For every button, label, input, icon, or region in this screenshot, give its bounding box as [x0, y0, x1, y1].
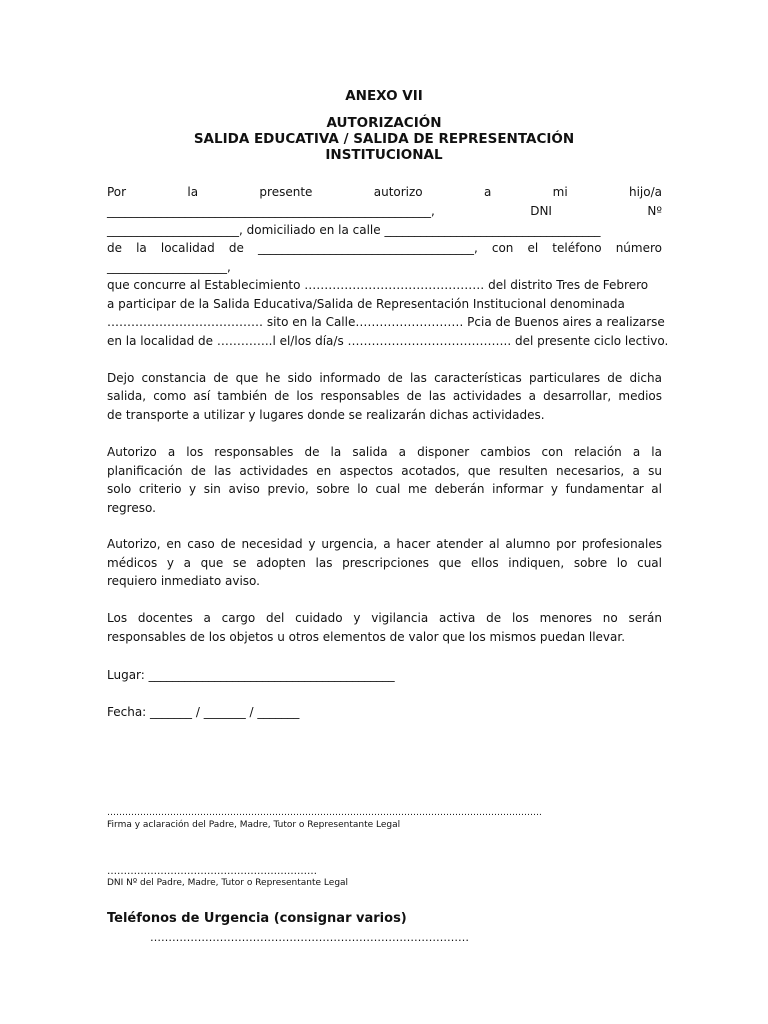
signature-label: Firma y aclaración del Padre, Madre, Tutor o Representante Legal — [107, 820, 401, 830]
urgency-phones-title: Teléfonos de Urgencia (consignar varios) — [107, 911, 407, 926]
signature-line: ………………………………………………………………………………………………………………………………. — [107, 808, 542, 818]
form-line-4: de la localidad de ____________________________________, con el teléfono número — [107, 241, 662, 255]
dni-signature-line: ……………………………………………………… — [107, 866, 317, 877]
form-line-7: a participar de la Salida Educativa/Salida de Representación Institucional denominada — [107, 297, 625, 311]
para1-line-2: salida, como así también de los responsables de las actividades a desarrollar, medios — [107, 389, 662, 403]
dni-signature-label: DNI Nº del Padre, Madre, Tutor o Representante Legal — [107, 878, 349, 888]
annex-title: ANEXO VII — [345, 88, 423, 104]
para3-line-3: requiero inmediato aviso. — [107, 574, 260, 588]
para2-line-2: planificación de las actividades en aspectos acotados, que resulten necesarios, a su — [107, 464, 662, 478]
para2-line-1: Autorizo a los responsables de la salida a disponer cambios con relación a la — [107, 445, 662, 459]
form-line-5: ____________________, — [107, 260, 231, 274]
form-line-2: ______________________________________________________, DNI Nº — [107, 204, 662, 218]
form-line-8: ………………………………… sito en la Calle……………………… Pcia de Buenos aires a realizarse — [107, 315, 665, 329]
doc-title: AUTORIZACIÓN — [326, 115, 442, 131]
form-line-3: ______________________, domiciliado en la calle ____________________________________ — [107, 223, 601, 237]
para2-line-3: solo criterio y sin aviso previo, sobre lo cual me deberán informar y fundamentar al — [107, 482, 662, 496]
doc-subtitle-line1: SALIDA EDUCATIVA / SALIDA DE REPRESENTACIÓN — [193, 131, 575, 147]
urgency-phones-line: …………………………………………………………………………… — [150, 931, 469, 944]
doc-subtitle-line2: INSTITUCIONAL — [325, 147, 443, 163]
form-line-1: Por la presente autorizo a mi hijo/a — [107, 185, 662, 199]
lugar-field: Lugar: _________________________________________ — [107, 668, 395, 682]
para1-line-1: Dejo constancia de que he sido informado de las características particulares de dicha — [107, 371, 662, 385]
para4-line-2: responsables de los objetos u otros elementos de valor que los mismos puedan llevar. — [107, 630, 626, 644]
para4-line-1: Los docentes a cargo del cuidado y vigilancia activa de los menores no serán — [107, 611, 662, 625]
para1-line-3: de transporte a utilizar y lugares donde se realizarán dichas actividades. — [107, 408, 545, 422]
para2-line-4: regreso. — [107, 501, 156, 515]
fecha-field: Fecha: _______ / _______ / _______ — [107, 705, 300, 719]
para3-line-2: médicos y a que se adopten las prescripciones que ellos indiquen, sobre lo cual — [107, 556, 662, 570]
form-line-9: en la localidad de …………..l el/los día/s ………………………………….. del presente ciclo lectivo. — [107, 334, 669, 348]
form-line-6: que concurre al Establecimiento ……………………………………… del distrito Tres de Febrero — [107, 278, 649, 292]
para3-line-1: Autorizo, en caso de necesidad y urgencia, a hacer atender al alumno por profesionales — [107, 537, 662, 551]
